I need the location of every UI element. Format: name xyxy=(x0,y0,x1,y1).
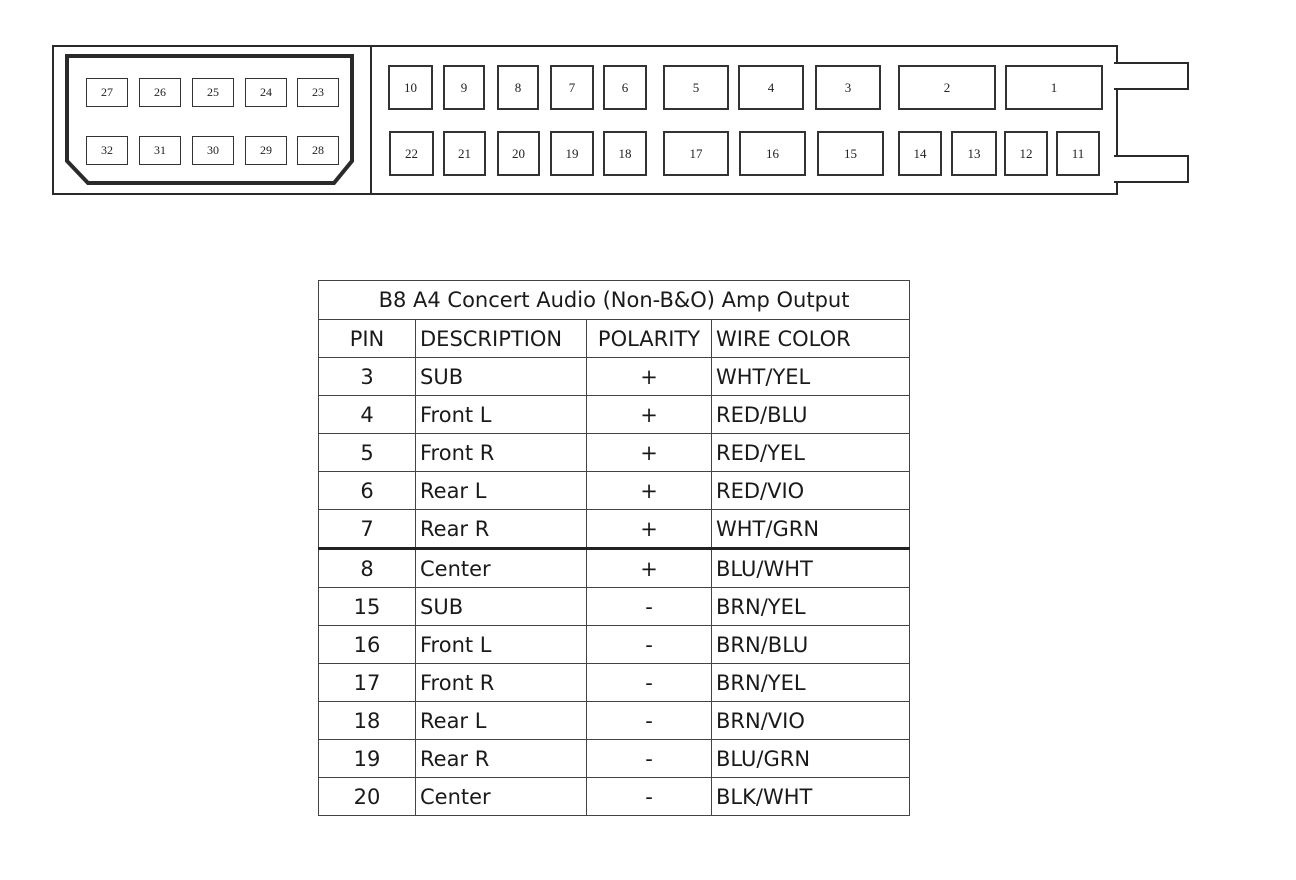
connector-pin: 26 xyxy=(139,78,181,107)
connector-pin: 18 xyxy=(603,131,647,176)
cell-pin: 15 xyxy=(319,588,416,626)
connector-pin: 29 xyxy=(245,136,287,165)
cell-polarity: + xyxy=(587,510,712,549)
cell-wire-color: RED/VIO xyxy=(712,472,910,510)
cell-polarity: - xyxy=(587,740,712,778)
cell-polarity: + xyxy=(587,434,712,472)
cell-description: Rear L xyxy=(416,472,587,510)
table-row xyxy=(319,434,910,472)
cell-polarity: - xyxy=(587,626,712,664)
connector-pin: 19 xyxy=(550,131,594,176)
cell-pin: 7 xyxy=(319,510,416,549)
header-pin: PIN xyxy=(319,320,416,358)
cell-wire-color: BLU/GRN xyxy=(712,740,910,778)
cell-polarity: + xyxy=(587,396,712,434)
connector-pin: 2 xyxy=(898,65,996,110)
header-description: DESCRIPTION xyxy=(416,320,587,358)
connector-pin: 25 xyxy=(192,78,234,107)
cell-description: Rear R xyxy=(416,740,587,778)
cell-wire-color: BLU/WHT xyxy=(712,549,910,588)
connector-pin: 14 xyxy=(898,131,942,176)
table-row xyxy=(319,588,910,626)
cell-polarity: + xyxy=(587,472,712,510)
cell-description: Center xyxy=(416,778,587,816)
cell-pin: 19 xyxy=(319,740,416,778)
cell-description: Front R xyxy=(416,434,587,472)
connector-pin: 27 xyxy=(86,78,128,107)
header-wire-color: WIRE COLOR xyxy=(712,320,910,358)
cell-pin: 3 xyxy=(319,358,416,396)
cell-pin: 6 xyxy=(319,472,416,510)
pinout-table xyxy=(318,280,910,816)
connector-pin: 13 xyxy=(951,131,997,176)
cell-wire-color: WHT/YEL xyxy=(712,358,910,396)
connector-pin: 21 xyxy=(443,131,486,176)
connector-pin: 30 xyxy=(192,136,234,165)
table-row xyxy=(319,778,910,816)
table-title-row xyxy=(319,281,910,320)
cell-description: SUB xyxy=(416,588,587,626)
cell-pin: 5 xyxy=(319,434,416,472)
cell-wire-color: BRN/YEL xyxy=(712,664,910,702)
table-title: B8 A4 Concert Audio (Non-B&O) Amp Output xyxy=(319,281,910,320)
connector-pin: 9 xyxy=(443,65,485,110)
cell-polarity: - xyxy=(587,664,712,702)
cell-pin: 8 xyxy=(319,549,416,588)
table-header-row xyxy=(319,320,910,358)
cell-pin: 17 xyxy=(319,664,416,702)
connector-diagram xyxy=(0,0,1296,230)
cell-wire-color: WHT/GRN xyxy=(712,510,910,549)
cell-pin: 18 xyxy=(319,702,416,740)
connector-divider xyxy=(370,47,372,193)
connector-pin: 15 xyxy=(817,131,884,176)
connector-pin: 12 xyxy=(1004,131,1048,176)
table-row xyxy=(319,549,910,588)
connector-pin: 5 xyxy=(663,65,729,110)
cell-description: Rear L xyxy=(416,702,587,740)
cell-pin: 20 xyxy=(319,778,416,816)
table-row xyxy=(319,358,910,396)
table-row xyxy=(319,664,910,702)
table-row xyxy=(319,472,910,510)
cell-description: Front R xyxy=(416,664,587,702)
connector-pin: 11 xyxy=(1056,131,1100,176)
cell-wire-color: BRN/BLU xyxy=(712,626,910,664)
cell-description: Center xyxy=(416,549,587,588)
connector-pin: 1 xyxy=(1005,65,1103,110)
table-row xyxy=(319,510,910,549)
connector-pin: 3 xyxy=(815,65,881,110)
cell-polarity: + xyxy=(587,358,712,396)
cell-pin: 16 xyxy=(319,626,416,664)
cell-wire-color: RED/BLU xyxy=(712,396,910,434)
connector-pin: 4 xyxy=(738,65,804,110)
connector-tab-bottom xyxy=(1114,155,1189,183)
cell-polarity: - xyxy=(587,588,712,626)
cell-wire-color: RED/YEL xyxy=(712,434,910,472)
connector-pin: 7 xyxy=(550,65,594,110)
cell-polarity: - xyxy=(587,702,712,740)
connector-pin: 23 xyxy=(297,78,339,107)
connector-pin: 8 xyxy=(497,65,539,110)
table-row xyxy=(319,740,910,778)
connector-pin: 17 xyxy=(663,131,729,176)
connector-pin: 24 xyxy=(245,78,287,107)
table-row xyxy=(319,396,910,434)
header-polarity: POLARITY xyxy=(587,320,712,358)
connector-tab-top xyxy=(1114,62,1189,90)
connector-pin: 32 xyxy=(86,136,128,165)
cell-polarity: + xyxy=(587,549,712,588)
cell-wire-color: BRN/VIO xyxy=(712,702,910,740)
connector-pin: 28 xyxy=(297,136,339,165)
cell-pin: 4 xyxy=(319,396,416,434)
connector-pin: 16 xyxy=(739,131,806,176)
table-body xyxy=(319,358,910,816)
cell-description: Rear R xyxy=(416,510,587,549)
cell-wire-color: BRN/YEL xyxy=(712,588,910,626)
table-row xyxy=(319,626,910,664)
cell-description: SUB xyxy=(416,358,587,396)
connector-key-block xyxy=(62,53,358,189)
cell-description: Front L xyxy=(416,396,587,434)
connector-pin: 22 xyxy=(389,131,434,176)
connector-pin: 10 xyxy=(388,65,433,110)
table-row xyxy=(319,702,910,740)
cell-polarity: - xyxy=(587,778,712,816)
connector-pin: 20 xyxy=(497,131,540,176)
cell-description: Front L xyxy=(416,626,587,664)
connector-pin: 6 xyxy=(603,65,647,110)
connector-pin: 31 xyxy=(139,136,181,165)
cell-wire-color: BLK/WHT xyxy=(712,778,910,816)
